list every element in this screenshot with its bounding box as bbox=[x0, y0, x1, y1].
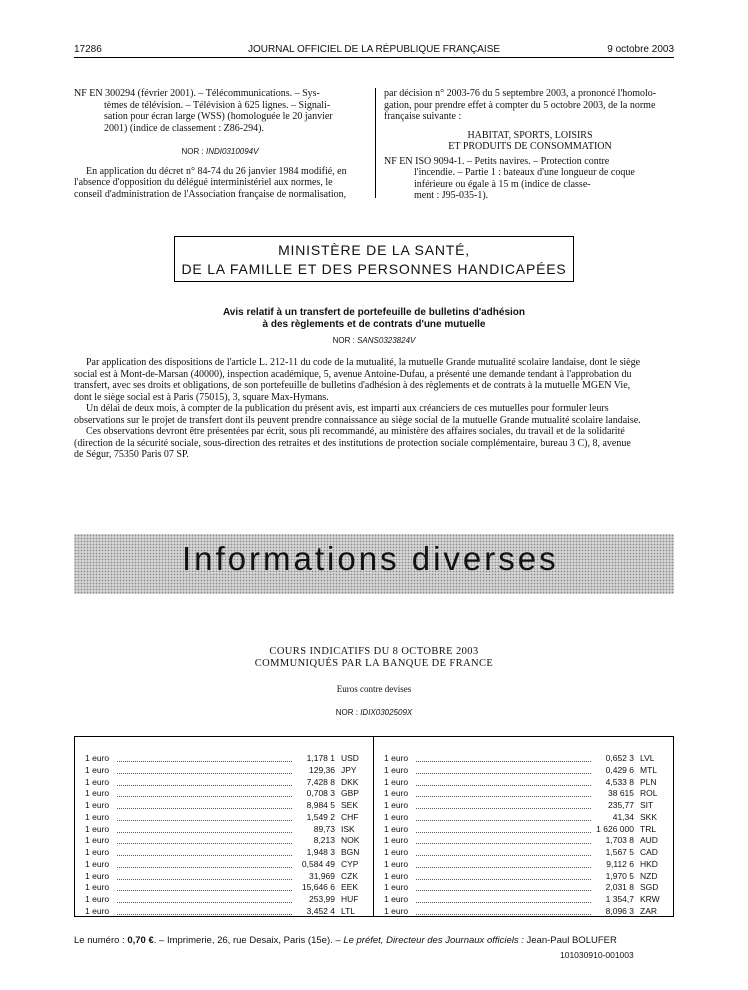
left-column bbox=[74, 88, 366, 200]
leader-dots bbox=[117, 796, 292, 797]
leader-dots bbox=[416, 879, 591, 880]
rate-value: 3,452 4 bbox=[306, 905, 335, 916]
currency-code: KRW bbox=[640, 894, 660, 904]
currency-code: CYP bbox=[341, 858, 359, 869]
rate-row bbox=[384, 788, 668, 800]
rate-value: 8,096 3 bbox=[605, 905, 634, 916]
nor-reference: NOR : INDI0310094V bbox=[181, 147, 259, 156]
currency-code: TRL bbox=[640, 823, 657, 834]
leader-dots bbox=[416, 808, 591, 809]
rate-row bbox=[85, 894, 369, 906]
rate-value: 129,36 bbox=[309, 764, 335, 775]
rate-label: 1 euro bbox=[85, 835, 110, 846]
rate-row bbox=[384, 882, 668, 894]
rate-row bbox=[384, 812, 668, 824]
currency-code: SIT bbox=[640, 800, 654, 810]
rate-label: 1 euro bbox=[85, 823, 110, 834]
rate-row bbox=[85, 871, 369, 883]
rate-row bbox=[384, 847, 668, 859]
rate-label: 1 euro bbox=[85, 753, 110, 763]
nor-code: SANS0323824V bbox=[357, 336, 416, 345]
rate-row bbox=[384, 765, 668, 777]
rate-label: 1 euro bbox=[384, 764, 409, 775]
paragraph-line: française suivante : bbox=[384, 111, 462, 122]
rate-row bbox=[384, 753, 668, 765]
rate-label: 1 euro bbox=[85, 811, 110, 822]
currency-code: GBP bbox=[341, 788, 359, 799]
rate-label: 1 euro bbox=[85, 882, 110, 893]
norm-line: l'incendie. – Partie 1 : bateaux d'une longueur de coque bbox=[414, 167, 635, 178]
nor-reference: NOR : SANS0323824V bbox=[332, 336, 416, 345]
leader-dots bbox=[416, 902, 591, 903]
leader-dots bbox=[117, 773, 292, 774]
leader-dots bbox=[117, 902, 292, 903]
paragraph-line: l'absence d'opposition du délégué interministériel aux normes, le bbox=[74, 177, 333, 188]
rate-row bbox=[384, 871, 668, 883]
rate-row bbox=[384, 800, 668, 812]
rates-table bbox=[74, 736, 674, 917]
rate-label: 1 euro bbox=[85, 788, 110, 799]
footer: Le numéro : 0,70 €. – Imprimerie, 26, rue Desaix, Paris (15e). – Le préfet, Directeur des Journaux officiels : Jean-Paul BOLUFER bbox=[74, 935, 617, 946]
rate-label: 1 euro bbox=[384, 858, 409, 869]
rate-value: 0,708 3 bbox=[306, 788, 335, 799]
rate-value: 235,77 bbox=[608, 800, 634, 810]
leader-dots bbox=[117, 761, 292, 762]
currency-code: BGN bbox=[341, 847, 360, 857]
currency-code: EEK bbox=[341, 882, 359, 893]
rate-value: 8,984 5 bbox=[306, 800, 335, 810]
rate-row bbox=[384, 824, 668, 836]
rate-value: 1 354,7 bbox=[605, 894, 634, 904]
rate-value: 89,73 bbox=[313, 823, 335, 834]
rate-label: 1 euro bbox=[384, 788, 409, 799]
rate-row bbox=[384, 835, 668, 847]
avis-body bbox=[74, 357, 674, 461]
rate-label: 1 euro bbox=[85, 870, 110, 881]
paragraph-line: Un délai de deux mois, à compter de la publication du présent avis, est imparti aux créanciers de ces mutuelles pour formuler leurs bbox=[86, 403, 609, 414]
norm-line: sation pour écran large (WSS) (homologuée le 20 janvier bbox=[104, 111, 333, 122]
paragraph-line: (direction de la sécurité sociale, sous-direction des retraites et des institutions de protection sociale complémentaire, bureau 3 C), 8, avenue bbox=[74, 437, 631, 449]
currency-code: CAD bbox=[640, 847, 658, 857]
currency-code: LTL bbox=[341, 905, 356, 916]
paragraph-line: dont le siège social est à Paris (75015), 3, square Max-Hymans. bbox=[74, 391, 329, 403]
rate-label: 1 euro bbox=[384, 835, 409, 846]
currency-code: JPY bbox=[341, 764, 357, 775]
rate-value: 38 615 bbox=[608, 788, 634, 799]
leader-dots bbox=[117, 890, 292, 891]
rate-label: 1 euro bbox=[85, 776, 110, 787]
currency-code: SKK bbox=[640, 811, 658, 822]
rate-row bbox=[85, 753, 369, 765]
section-banner bbox=[74, 534, 674, 594]
paragraph-line: social est à Mont-de-Marsan (40000), inspection académique, 5, avenue Antoine-Dufau, a présenté une demande tendant à l'approbation du bbox=[74, 368, 632, 380]
rate-row bbox=[384, 906, 668, 918]
rate-row bbox=[85, 859, 369, 871]
paragraph-line: transfert, avec ses droits et obligations, de son portefeuille de bulletins d'adhésion à des règlements et de contrats à la mutuelle MGEN Vie, bbox=[74, 380, 631, 391]
currency-code: AUD bbox=[640, 835, 658, 846]
leader-dots bbox=[117, 914, 292, 915]
rate-value: 15,646 6 bbox=[301, 882, 335, 893]
nor-reference: NOR : IDIX0302509X bbox=[335, 708, 413, 717]
rate-label: 1 euro bbox=[384, 882, 409, 893]
rate-row bbox=[85, 777, 369, 789]
header-rule bbox=[74, 57, 674, 58]
rate-row bbox=[85, 847, 369, 859]
rate-value: 0,429 6 bbox=[605, 764, 634, 775]
leader-dots bbox=[117, 855, 292, 856]
paragraph-line: Par application des dispositions de l'article L. 212-11 du code de la mutualité, la mutuelle Grande mutualité scolaire landaise, dont le siège bbox=[86, 357, 641, 368]
currency-code: SEK bbox=[341, 800, 359, 810]
rate-row bbox=[85, 824, 369, 836]
ministry-line: DE LA FAMILLE ET DES PERSONNES HANDICAPÉES bbox=[181, 261, 567, 277]
ministry-line: MINISTÈRE DE LA SANTÉ, bbox=[278, 242, 470, 258]
leader-dots bbox=[117, 843, 292, 844]
paragraph-line: par décision n° 2003-76 du 5 septembre 2003, a prononcé l'homolo- bbox=[384, 88, 657, 99]
leader-dots bbox=[416, 843, 591, 844]
leader-dots bbox=[416, 820, 591, 821]
section-heading: ET PRODUITS DE CONSOMMATION bbox=[448, 141, 612, 152]
price: 0,70 € bbox=[127, 935, 154, 946]
rate-label: 1 euro bbox=[384, 811, 409, 822]
currency-code: CZK bbox=[341, 870, 358, 881]
leader-dots bbox=[117, 832, 292, 833]
rates-title: COURS INDICATIFS DU 8 OCTOBRE 2003 COMMUNIQUÉS PAR LA BANQUE DE FRANCE bbox=[254, 646, 494, 669]
rate-value: 1,549 2 bbox=[306, 811, 335, 822]
norm-line: tèmes de télévision. – Télévision à 625 lignes. – Signali- bbox=[104, 99, 331, 111]
leader-dots bbox=[117, 820, 292, 821]
currency-code: ROL bbox=[640, 788, 658, 799]
leader-dots bbox=[117, 808, 292, 809]
section-heading: HABITAT, SPORTS, LOISIRS bbox=[467, 129, 593, 141]
rates-subtitle: Euros contre devises bbox=[336, 684, 412, 694]
currency-code: CHF bbox=[341, 811, 359, 822]
rate-value: 4,533 8 bbox=[605, 776, 634, 787]
leader-dots bbox=[416, 832, 591, 833]
currency-code: USD bbox=[341, 753, 359, 763]
currency-code: MTL bbox=[640, 764, 657, 775]
rate-value: 8,213 bbox=[313, 835, 335, 846]
currency-code: HKD bbox=[640, 858, 658, 869]
leader-dots bbox=[416, 890, 591, 891]
rate-label: 1 euro bbox=[384, 905, 409, 916]
nor-code: INDI0310094V bbox=[205, 147, 259, 156]
rate-label: 1 euro bbox=[384, 776, 409, 787]
banner-title: Informations diverses bbox=[182, 540, 559, 577]
right-column bbox=[384, 88, 676, 202]
currency-code: NZD bbox=[640, 870, 658, 881]
paragraph-line: conseil d'administration de l'Association française de normalisation, bbox=[74, 188, 347, 200]
norm-line: inférieure ou égale à 15 m (indice de classe- bbox=[414, 178, 591, 190]
leader-dots bbox=[416, 785, 591, 786]
rate-row bbox=[85, 812, 369, 824]
rate-row bbox=[384, 859, 668, 871]
rate-row bbox=[384, 777, 668, 789]
director-name: Jean-Paul BOLUFER bbox=[526, 935, 617, 946]
rate-value: 2,031 8 bbox=[605, 882, 634, 893]
rates-column-right bbox=[384, 753, 668, 918]
leader-dots bbox=[117, 879, 292, 880]
rate-label: 1 euro bbox=[384, 894, 409, 904]
paragraph-line: En application du décret n° 84-74 du 26 janvier 1984 modifié, en bbox=[86, 165, 347, 177]
paragraph-line: de Ségur, 75350 Paris 07 SP. bbox=[74, 449, 189, 460]
paragraph-line: gation, pour prendre effet à compter du 5 octobre 2003, de la norme bbox=[384, 99, 656, 111]
rate-label: 1 euro bbox=[85, 905, 110, 916]
leader-dots bbox=[416, 867, 591, 868]
leader-dots bbox=[117, 785, 292, 786]
rate-label: 1 euro bbox=[384, 847, 409, 857]
rate-label: 1 euro bbox=[85, 764, 110, 775]
currency-code: LVL bbox=[640, 753, 655, 763]
currency-code: ISK bbox=[341, 823, 355, 834]
rate-value: 1,703 8 bbox=[605, 835, 634, 846]
rate-label: 1 euro bbox=[384, 753, 409, 763]
currency-code: ZAR bbox=[640, 905, 657, 916]
rate-row bbox=[85, 765, 369, 777]
rate-label: 1 euro bbox=[384, 800, 409, 810]
leader-dots bbox=[416, 855, 591, 856]
column-divider bbox=[375, 88, 376, 198]
rate-label: 1 euro bbox=[85, 894, 110, 904]
leader-dots bbox=[416, 773, 591, 774]
footer-code: 101030910-001003 bbox=[560, 950, 634, 960]
leader-dots bbox=[117, 867, 292, 868]
rate-label: 1 euro bbox=[384, 870, 409, 881]
rate-value: 0,584 49 bbox=[301, 858, 335, 869]
norm-line: NF EN ISO 9094-1. – Petits navires. – Protection contre bbox=[384, 155, 610, 167]
paragraph-line: Ces observations devront être présentées par écrit, sous pli recommandé, au ministère des affaires sociales, du travail et de la solidarité bbox=[86, 426, 625, 437]
rate-value: 1,948 3 bbox=[306, 847, 335, 857]
nor-code: IDIX0302509X bbox=[360, 708, 413, 717]
rate-label: 1 euro bbox=[384, 823, 409, 834]
currency-code: PLN bbox=[640, 776, 657, 787]
norm-line: 2001) (indice de classement : Z86-294). bbox=[104, 122, 264, 134]
rate-value: 41,34 bbox=[612, 811, 634, 822]
leader-dots bbox=[416, 796, 591, 797]
leader-dots bbox=[416, 761, 591, 762]
table-divider bbox=[373, 736, 374, 917]
rate-row bbox=[85, 882, 369, 894]
rate-value: 1,178 1 bbox=[306, 753, 335, 763]
rate-value: 7,428 8 bbox=[306, 776, 335, 787]
leader-dots bbox=[416, 914, 591, 915]
rate-label: 1 euro bbox=[85, 858, 110, 869]
rate-label: 1 euro bbox=[85, 800, 110, 810]
rate-value: 1,970 5 bbox=[605, 870, 634, 881]
ministry-heading bbox=[174, 236, 574, 282]
rate-row bbox=[384, 894, 668, 906]
rate-label: 1 euro bbox=[85, 847, 110, 857]
rate-row bbox=[85, 800, 369, 812]
rate-value: 253,99 bbox=[309, 894, 335, 904]
journal-title: JOURNAL OFFICIEL DE LA RÉPUBLIQUE FRANÇAISE bbox=[247, 44, 501, 55]
avis-title: Avis relatif à un transfert de portefeuille de bulletins d'adhésion à des règlements et de contrats d'une mutuelle bbox=[222, 307, 526, 330]
currency-code: NOK bbox=[341, 835, 360, 846]
issue-date: 9 octobre 2003 bbox=[607, 44, 674, 55]
rate-row bbox=[85, 906, 369, 918]
rate-value: 31,969 bbox=[309, 870, 335, 881]
rate-row bbox=[85, 835, 369, 847]
rate-value: 1,567 5 bbox=[605, 847, 634, 857]
currency-code: DKK bbox=[341, 776, 359, 787]
norm-line: ment : J95-035-1). bbox=[414, 190, 489, 201]
currency-code: SGD bbox=[640, 882, 659, 893]
rates-column-left bbox=[85, 753, 369, 918]
rate-value: 1 626 000 bbox=[596, 823, 634, 834]
currency-code: HUF bbox=[341, 894, 359, 904]
rate-value: 9,112 6 bbox=[606, 858, 634, 869]
paragraph-line: observations sur le projet de transfert dont ils peuvent prendre connaissance au siège social de la mutuelle Grande mutualité scolaire landaise. bbox=[74, 414, 641, 426]
rate-value: 0,652 3 bbox=[605, 753, 634, 763]
page-number: 17286 bbox=[74, 44, 102, 55]
rate-row bbox=[85, 788, 369, 800]
norm-line: NF EN 300294 (février 2001). – Télécommunications. – Sys- bbox=[74, 88, 320, 99]
